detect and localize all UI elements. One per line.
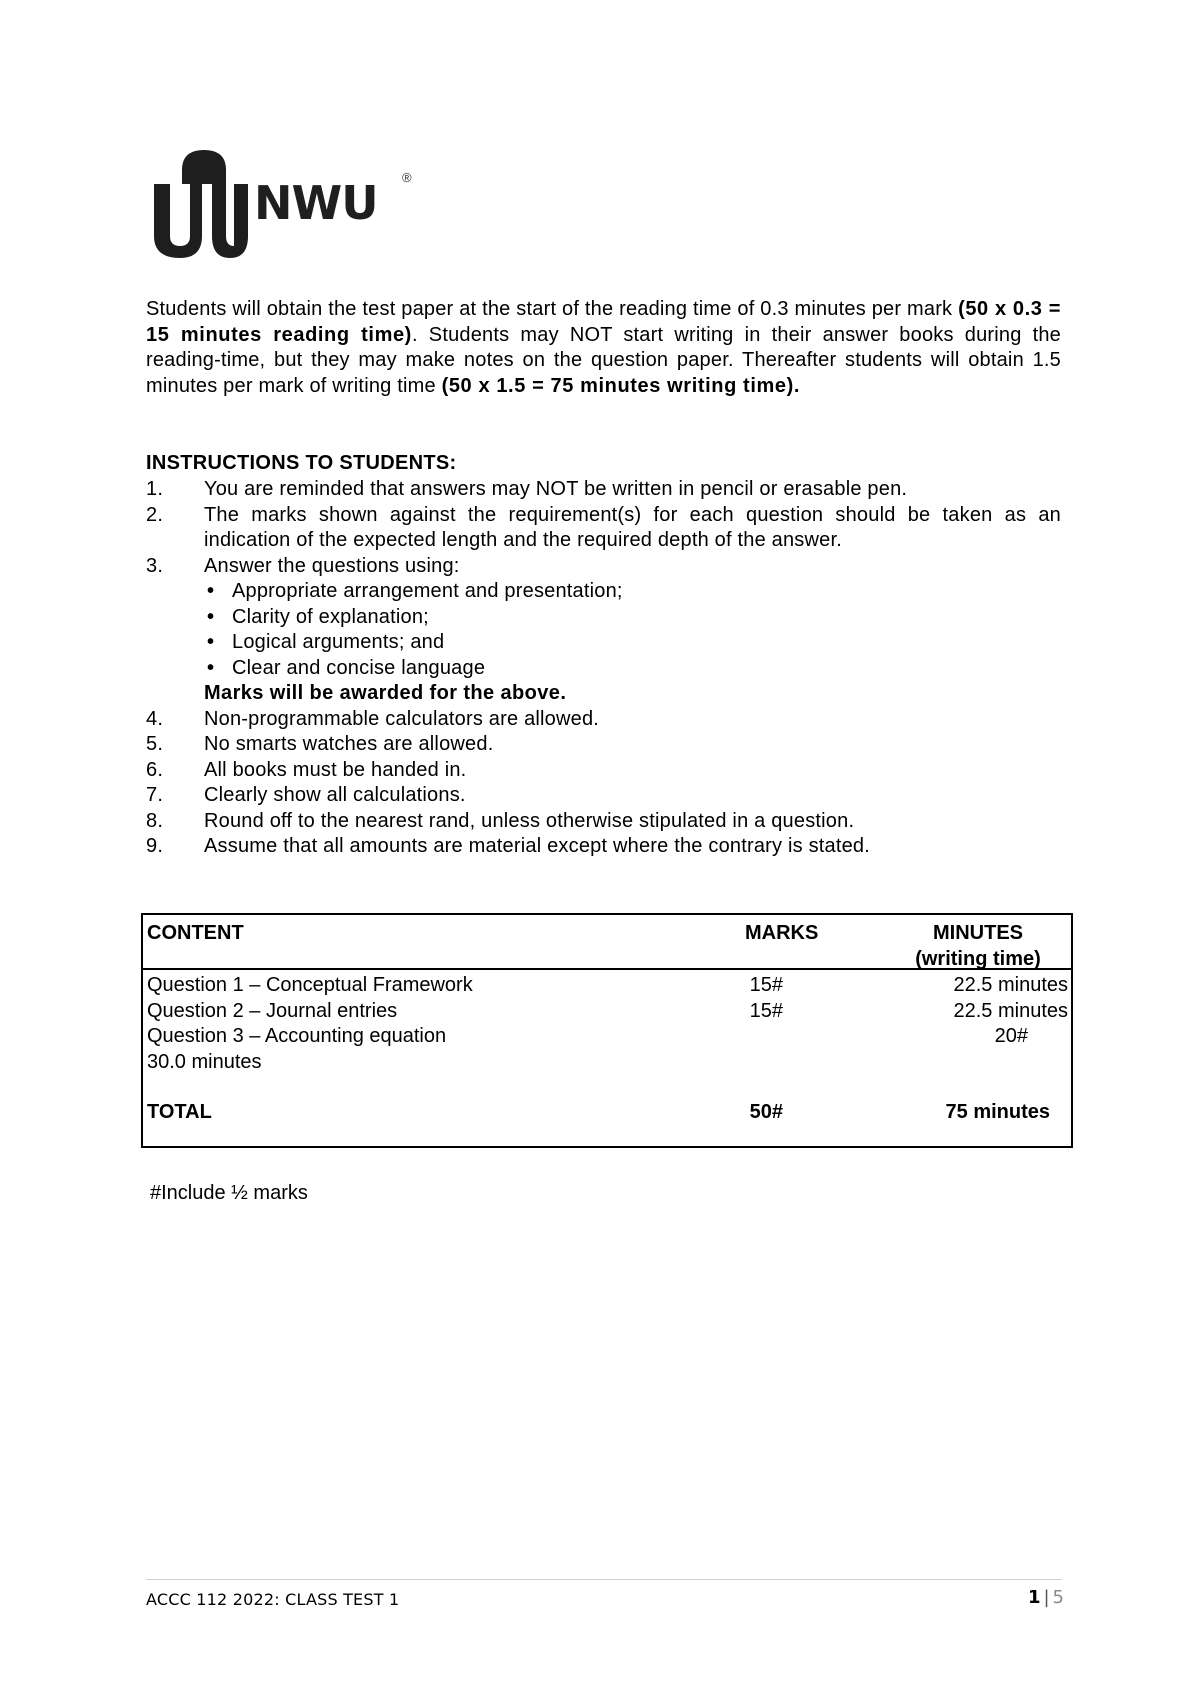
instruction-item: 5. No smarts watches are allowed.: [146, 733, 494, 755]
instruction-item: 7. Clearly show all calculations.: [146, 784, 466, 806]
instruction-item: 4. Non-programmable calculators are allowed.: [146, 707, 600, 730]
instruction-item: 1. You are reminded that answers may NOT be written in pencil or erasable pen.: [146, 478, 908, 500]
header-content: CONTENT: [147, 922, 244, 944]
instruction-item: 3. Answer the questions using: • Appropriate arrangement and presentation; • Clarity of explanation; • Logical arguments; and • Clear and concise language Marks will be awarded for the above.: [146, 554, 1061, 707]
table-total-row: TOTAL 50# 75 minutes: [147, 1101, 1050, 1123]
criteria-bullet-list: [204, 579, 1061, 681]
table-body: [143, 970, 1071, 1123]
footnote: #Include ½ marks: [150, 1182, 308, 1204]
logo-wordmark: NWU: [254, 176, 378, 230]
bullet-item: • Clarity of explanation;: [204, 605, 1061, 631]
intro-text-1: Students will obtain the test paper at the start of the reading time of 0.3 minutes per mark: [146, 298, 959, 320]
nwu-logo: [150, 150, 420, 260]
footer-title: ACCC 112 2022: CLASS TEST 1: [146, 1590, 400, 1609]
table-row: Question 3 – Accounting equation 20#: [147, 1025, 1028, 1047]
header-marks: MARKS: [745, 922, 819, 944]
instructions-list: [146, 477, 1061, 860]
bullet-item: • Logical arguments; and: [204, 630, 1061, 656]
marks-note: Marks will be awarded for the above.: [204, 682, 567, 704]
nwu-emblem-icon: [150, 150, 250, 260]
page-number: 1 | 5: [1027, 1587, 1064, 1608]
intro-text-2: . Students may NOT start writing in their answer books during the reading-time, but they may make notes on the question paper. Thereafter students will obtain 1.5 minutes per mark of writing time: [146, 323, 1062, 397]
bullet-item: • Clear and concise language: [204, 656, 1061, 682]
intro-paragraph: [146, 297, 1061, 399]
instruction-item: 8. Round off to the nearest rand, unless otherwise stipulated in a question.: [146, 809, 855, 832]
header-minutes: MINUTES (writing time): [915, 922, 1041, 970]
table-row-wrapped: 30.0 minutes: [147, 1050, 262, 1073]
writing-time-note: (50 x 1.5 = 75 minutes writing time).: [441, 374, 800, 397]
reading-time-note: (50 x 0.3 = 15 minutes reading time): [146, 298, 1061, 346]
bullet-item: • Appropriate arrangement and presentation;: [204, 579, 1061, 605]
instruction-item: 6. All books must be handed in.: [146, 758, 467, 781]
instruction-item: 2. The marks shown against the requirement(s) for each question should be taken as an indication of the expected length and the required depth of the answer.: [146, 503, 1061, 551]
instructions-heading: INSTRUCTIONS TO STUDENTS:: [146, 452, 457, 474]
instruction-item: 9. Assume that all amounts are material except where the contrary is stated.: [146, 835, 871, 857]
table-row: Question 1 – Conceptual Framework 15# 22.5 minutes: [147, 974, 1068, 996]
table-row: Question 2 – Journal entries 15# 22.5 minutes: [147, 999, 1068, 1022]
table-header: [143, 915, 1071, 970]
registered-mark: ®: [402, 170, 412, 185]
marks-table: [141, 913, 1073, 1148]
footer-divider: [146, 1579, 1062, 1580]
